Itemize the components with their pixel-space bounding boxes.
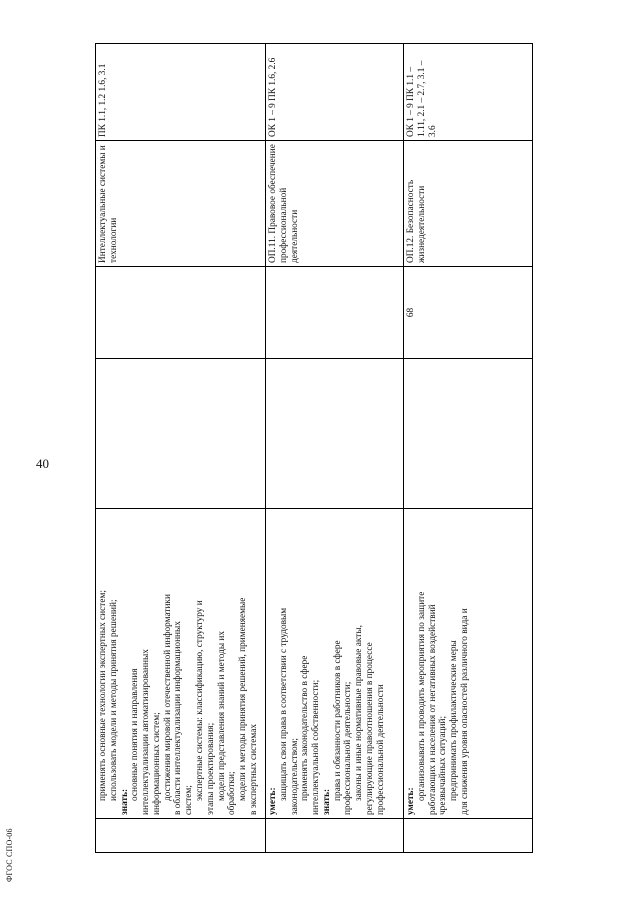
skill-line: для снижения уровня опасностей различного вида и — [459, 608, 470, 815]
discipline-cell: Интеллектуальные системы и технологии — [95, 141, 265, 267]
skill-line: в области интеллектуализации информационных — [173, 621, 184, 815]
skill-line: модели и методы принятия решений, применяемые — [238, 597, 249, 801]
skill-line: чрезвычайных ситуаций; — [438, 715, 449, 815]
skill-line: применять законодательство в сфере — [300, 655, 311, 801]
blank-cell — [265, 359, 403, 509]
footer-code: ФГОС СПО-06 — [5, 828, 14, 882]
skill-line: защищать свои права в соответствии с трудовым — [278, 607, 289, 801]
skill-line: законодательством; — [289, 738, 300, 815]
skill-line: работающих и населения от негативных воздействий — [427, 604, 438, 815]
curriculum-table — [95, 43, 533, 853]
discipline-cell: ОП.12. Безопасность жизнедеятельности — [403, 141, 533, 267]
skill-line: законы и иные нормативные правовые акты, — [354, 625, 365, 801]
hours-cell — [265, 267, 403, 359]
competencies-cell: ОК 1 – 9 ПК 1.1 – 1.11, 2.1 – 2.7, 3.1 – 3.6 — [403, 43, 533, 141]
skill-line: интеллектуальной собственности; — [311, 679, 322, 815]
skill-line: экспертные системы: классификацию, структуру и — [195, 600, 206, 801]
skill-line: организовывать и проводить мероприятия по защите — [416, 591, 427, 801]
skill-line: интеллектуализации автоматизированных — [141, 649, 152, 815]
skill-line: предпринимать профилактические меры — [449, 640, 460, 801]
skill-line: использовать модели и методы принятия решений; — [108, 599, 119, 801]
skill-line: информационных систем; — [151, 712, 162, 815]
skill-line: достижения мировой и отечественной информатики — [162, 594, 173, 801]
skill-line: этапы проектирования; — [205, 722, 216, 815]
index-cell — [403, 819, 533, 853]
index-cell — [95, 819, 265, 853]
blank-cell — [403, 359, 533, 509]
skill-line: знать: — [321, 788, 332, 815]
index-cell — [265, 819, 403, 853]
page-number: 40 — [36, 456, 49, 471]
blank-cell — [95, 359, 265, 509]
skill-line: в экспертных системах — [248, 723, 259, 815]
skill-line: модели представления знаний и методы их — [216, 630, 227, 801]
skill-line: профессиональной деятельности — [375, 684, 386, 815]
skill-line: уметь: — [406, 787, 416, 815]
skill-line: знать: — [119, 788, 130, 815]
skill-line: регулирующие правоотношения в процессе — [365, 642, 376, 815]
skill-line: основные понятия и направления — [130, 668, 141, 801]
skill-line: применять основные технологии экспертных систем; — [98, 590, 108, 801]
competencies-cell: ПК 1.1, 1.2 1.6, 3.1 — [95, 43, 265, 141]
curriculum-table-wrapper — [95, 43, 533, 853]
skills-knowledge-cell — [403, 509, 533, 819]
skills-knowledge-cell — [265, 509, 403, 819]
skill-line: уметь: — [268, 787, 278, 815]
hours-cell: 68 — [403, 267, 533, 359]
discipline-cell: ОП.11. Правовое обеспечение профессиональной деятельности — [265, 141, 403, 267]
skill-line: обработки; — [227, 771, 238, 815]
skill-line: права и обязанности работников в сфере — [332, 640, 343, 801]
skills-knowledge-cell — [95, 509, 265, 819]
skill-line: систем; — [184, 785, 195, 815]
skill-line: профессиональной деятельности; — [343, 681, 354, 815]
competencies-cell: ОК 1 – 9 ПК 1.6, 2.6 — [265, 43, 403, 141]
hours-cell — [95, 267, 265, 359]
